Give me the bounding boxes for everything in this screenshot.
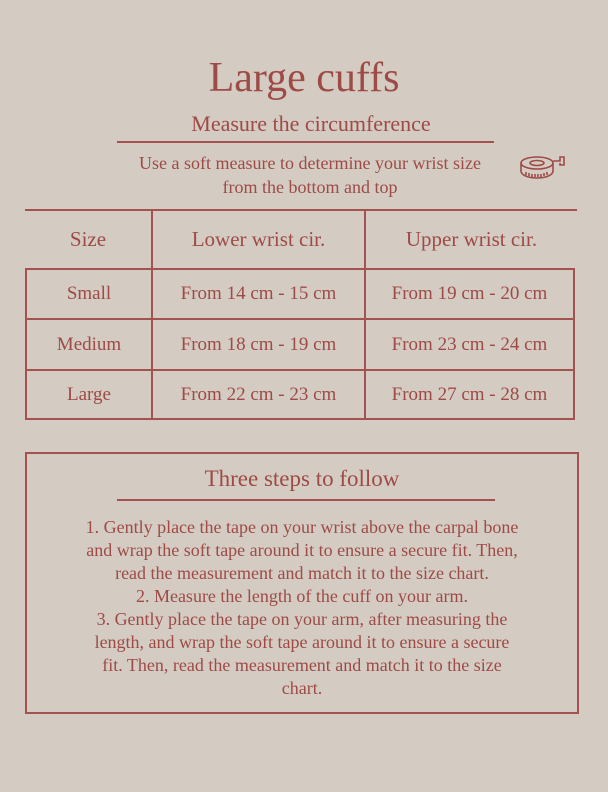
size-table bbox=[25, 209, 577, 420]
measuring-tape-icon bbox=[517, 152, 567, 182]
table-cell-upper: From 19 cm - 20 cm bbox=[391, 283, 548, 304]
page-subtitle: Measure the circumference bbox=[191, 111, 431, 136]
column-header-size: Size bbox=[69, 227, 107, 251]
step-line: length, and wrap the soft tape around it to ensure a secure bbox=[94, 632, 510, 652]
steps-instructions bbox=[27, 516, 577, 700]
table-cell-lower: From 18 cm - 19 cm bbox=[180, 333, 337, 355]
table-cell-upper: From 23 cm - 24 cm bbox=[391, 333, 548, 355]
intro-line-2: from the bottom and top bbox=[222, 177, 398, 197]
column-header-lower-wrist: Lower wrist cir. bbox=[191, 227, 326, 251]
table-cell-size: Large bbox=[67, 383, 111, 405]
step-line: 2. Measure the length of the cuff on your arm. bbox=[135, 586, 469, 606]
table-cell-lower: From 22 cm - 23 cm bbox=[180, 383, 337, 405]
table-border bbox=[573, 268, 575, 420]
table-cell-size: Small bbox=[66, 283, 112, 304]
table-cell-lower: From 14 cm - 15 cm bbox=[180, 283, 337, 304]
divider bbox=[117, 141, 494, 143]
table-cell-upper: From 27 cm - 28 cm bbox=[391, 383, 548, 405]
page-title: Large cuffs bbox=[208, 55, 400, 101]
column-header-upper-wrist: Upper wrist cir. bbox=[405, 227, 538, 251]
step-line: 3. Gently place the tape on your arm, after measuring the bbox=[96, 609, 508, 629]
step-line: chart. bbox=[281, 678, 323, 698]
step-line: fit. Then, read the measurement and match it to the size bbox=[102, 655, 502, 675]
intro-line-1: Use a soft measure to determine your wrist size bbox=[139, 153, 481, 173]
step-line: read the measurement and match it to the size chart. bbox=[115, 563, 489, 583]
steps-title: Three steps to follow bbox=[204, 466, 400, 491]
table-border bbox=[25, 418, 575, 420]
steps-panel bbox=[25, 452, 579, 714]
step-line: 1. Gently place the tape on your wrist above the carpal bone bbox=[85, 517, 519, 537]
table-cell-size: Medium bbox=[56, 333, 122, 355]
intro-text bbox=[60, 151, 560, 199]
divider bbox=[117, 499, 495, 501]
step-line: and wrap the soft tape around it to ensure a secure fit. Then, bbox=[86, 540, 518, 560]
